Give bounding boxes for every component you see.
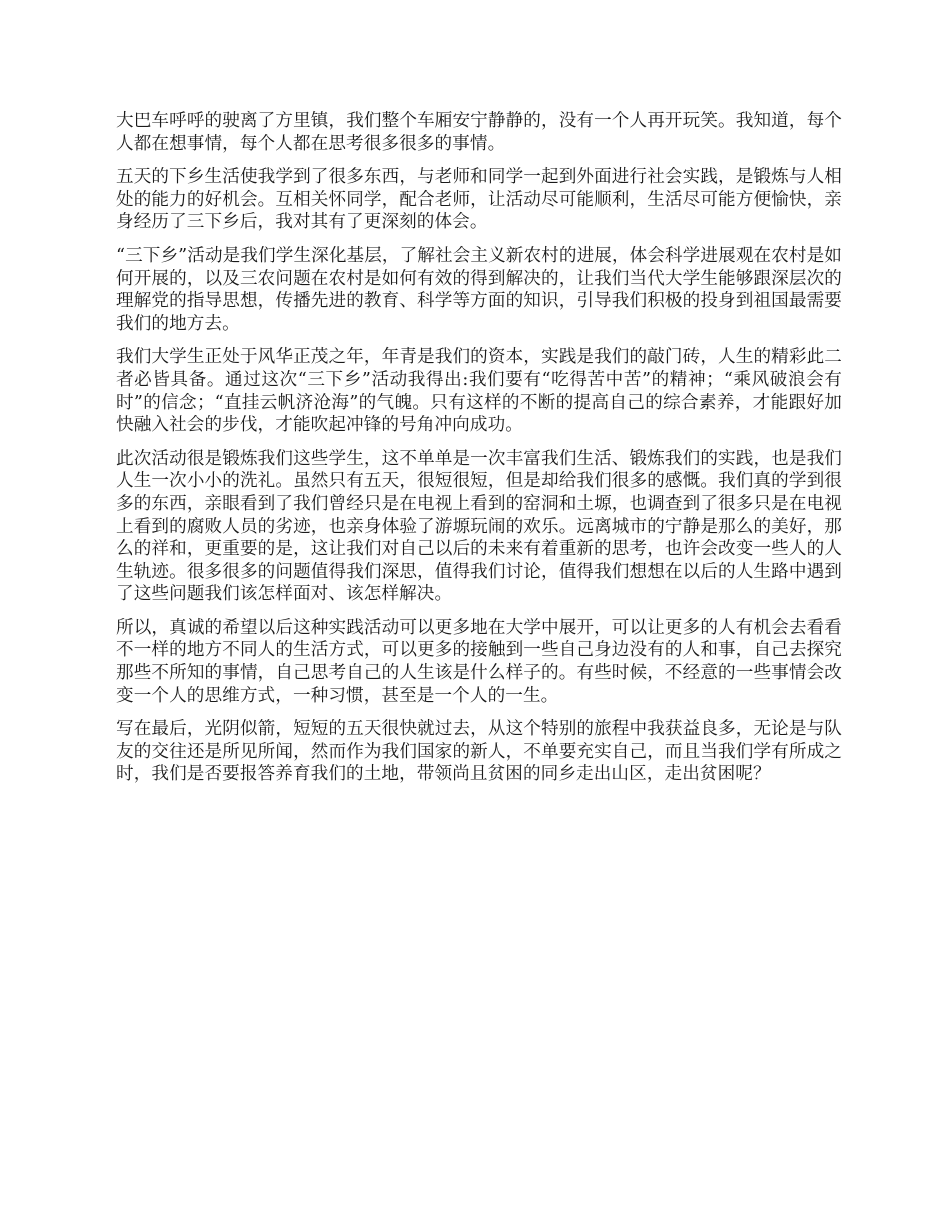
paragraph-5: 此次活动很是锻炼我们这些学生，这不单单是一次丰富我们生活、锻炼我们的实践，也是我们人生一次小小的洗礼。虽然只有五天，很短很短，但是却给我们很多的感慨。我们真的学到很多的东西，亲眼看到了我们曾经只是在电视上看到的窑洞和土塬，也调查到了很多只是在电视上看到的腐败人员的劣迹，也亲身体验了游塬玩闹的欢乐。远离城市的宁静是那么的美好，那么的祥和，更重要的是，这让我们对自己以后的未来有着重新的思考，也许会改变一些人的人生轨迹。很多很多的问题值得我们深思，值得我们讨论，值得我们想想在以后的人生路中遇到了这些问题我们该怎样面对、该怎样解决。 bbox=[116, 448, 842, 605]
paragraph-7: 写在最后，光阴似箭，短短的五天很快就过去，从这个特别的旅程中我获益良多，无论是与队友的交往还是所见所闻，然而作为我们国家的新人，不单要充实自己，而且当我们学有所成之时，我们是否要报答养育我们的土地，带领尚且贫困的同乡走出山区，走出贫困呢？ bbox=[116, 719, 842, 785]
document-body bbox=[116, 110, 842, 797]
paragraph-6: 所以，真诚的希望以后这种实践活动可以更多地在大学中展开，可以让更多的人有机会去看看不一样的地方不同人的生活方式，可以更多的接触到一些自己身边没有的人和事，自己去探究那些不所知的事情，自己思考自己的人生该是什么样子的。有些时候，不经意的一些事情会改变一个人的思维方式，一种习惯，甚至是一个人的一生。 bbox=[116, 617, 842, 706]
paragraph-1: 大巴车呼呼的驶离了方里镇，我们整个车厢安宁静静的，没有一个人再开玩笑。我知道，每个人都在想事情，每个人都在思考很多很多的事情。 bbox=[116, 111, 842, 154]
paragraph-3: “三下乡”活动是我们学生深化基层，了解社会主义新农村的进展，体会科学进展观在农村是如何开展的，以及三农问题在农村是如何有效的得到解决的，让我们当代大学生能够跟深层次的理解党的指导思想，传播先进的教育、科学等方面的知识，引导我们积极的投身到祖国最需要我们的地方去。 bbox=[116, 245, 842, 334]
paragraph-4: 我们大学生正处于风华正茂之年，年青是我们的资本，实践是我们的敲门砖，人生的精彩此二者必皆具备。通过这次“三下乡”活动我得出:我们要有“吃得苦中苦”的精神；“乘风破浪会有时”的信念；“直挂云帆济沧海”的气魄。只有这样的不断的提高自己的综合素养，才能跟好加快融入社会的步伐，才能吹起冲锋的号角冲向成功。 bbox=[116, 347, 842, 436]
paragraph-2: 五天的下乡生活使我学到了很多东西，与老师和同学一起到外面进行社会实践，是锻炼与人相处的能力的好机会。互相关怀同学，配合老师，让活动尽可能顺利，生活尽可能方便愉快，亲身经历了三下乡后，我对其有了更深刻的体会。 bbox=[116, 167, 842, 233]
